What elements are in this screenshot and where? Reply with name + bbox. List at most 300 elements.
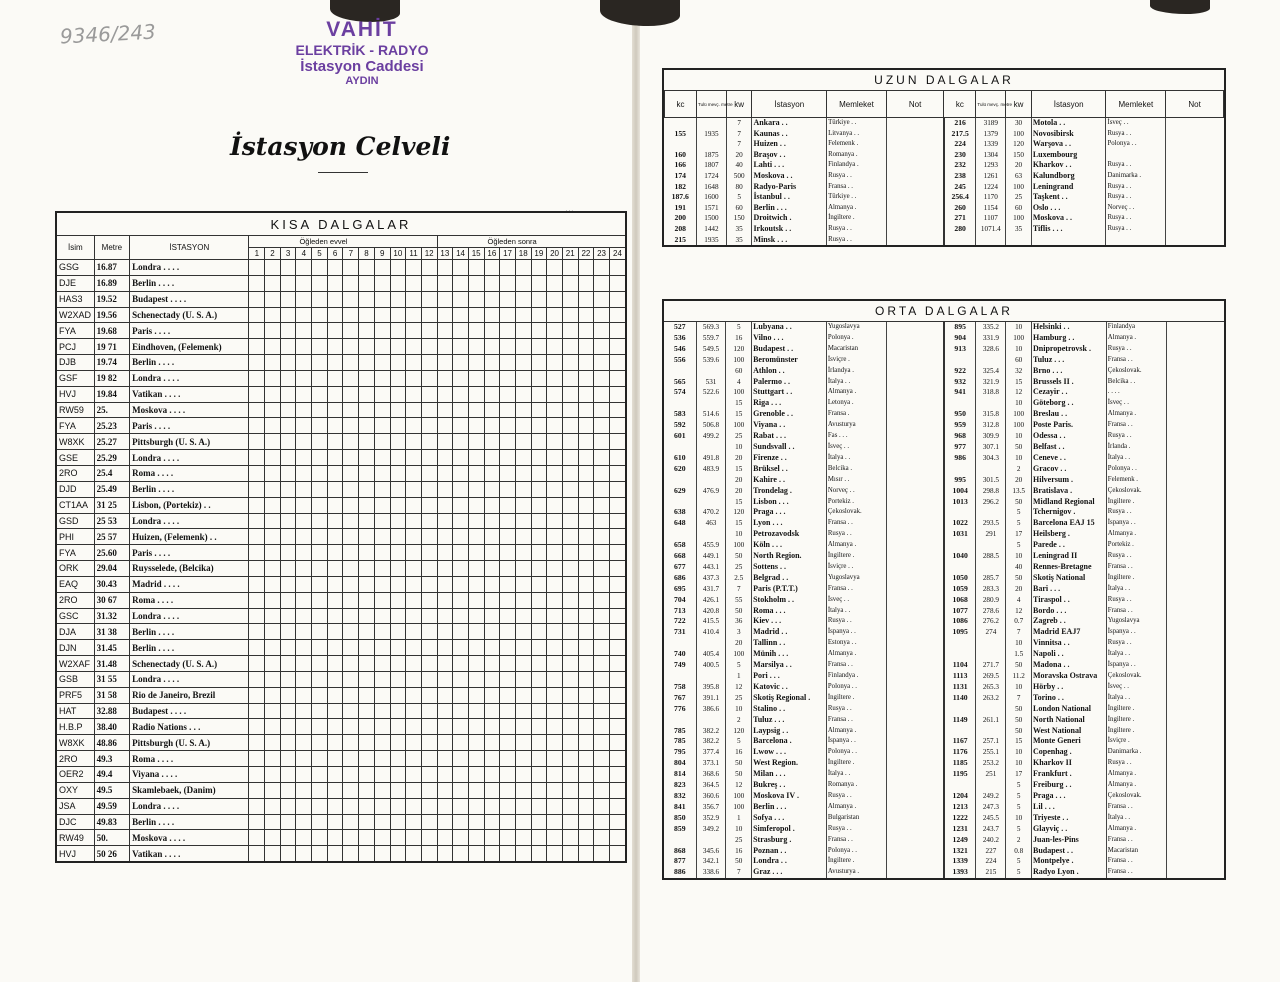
power-kw: 50	[1006, 715, 1032, 726]
schedule-cell	[390, 291, 406, 307]
country: İspanya . .	[1106, 660, 1166, 671]
country: Almanya .	[826, 540, 886, 551]
col-metre: Metre	[94, 236, 129, 260]
schedule-cell	[531, 640, 547, 656]
station-name: Helsinki . .	[1032, 322, 1107, 333]
call-sign: OER2	[56, 767, 94, 783]
table-row	[664, 704, 1224, 715]
wavelength	[976, 704, 1006, 715]
schedule-cell	[406, 608, 422, 624]
schedule-cell	[437, 671, 453, 687]
call-sign: EAQ	[56, 576, 94, 592]
schedule-cell	[515, 719, 531, 735]
call-sign: 2RO	[56, 592, 94, 608]
country: İtalya . .	[1106, 649, 1166, 660]
schedule-cell	[547, 814, 563, 830]
schedule-cell	[421, 767, 437, 783]
schedule-cell	[547, 434, 563, 450]
schedule-cell	[343, 402, 359, 418]
power-kw: 5	[1006, 824, 1032, 835]
schedule-cell	[500, 656, 516, 672]
wavelength: 539.6	[696, 355, 726, 366]
schedule-cell	[515, 481, 531, 497]
schedule-cell	[437, 513, 453, 529]
schedule-cell	[562, 529, 578, 545]
schedule-cell	[327, 751, 343, 767]
schedule-cell	[515, 798, 531, 814]
power-kw: 1	[726, 671, 752, 682]
station-name: Sundsvall . .	[752, 442, 827, 453]
country: Yugoslavya	[826, 573, 886, 584]
schedule-cell	[453, 782, 469, 798]
schedule-cell	[390, 545, 406, 561]
note-cell	[886, 562, 944, 573]
wavelength: 1379	[976, 129, 1006, 140]
schedule-cell	[578, 513, 594, 529]
wavelength: 315.8	[976, 409, 1006, 420]
schedule-cell	[390, 339, 406, 355]
hour-label: 16	[484, 248, 500, 260]
wavelength: 293.5	[976, 518, 1006, 529]
country: Rusya . .	[1106, 182, 1166, 193]
country: Danimarka .	[1106, 747, 1166, 758]
wavelength	[976, 235, 1006, 246]
frequency-kc: 182	[674, 181, 686, 191]
schedule-cell	[343, 782, 359, 798]
wavelength: 312.8	[976, 420, 1006, 431]
country: İsviçre . .	[826, 562, 886, 573]
schedule-cell	[578, 687, 594, 703]
schedule-cell	[359, 592, 375, 608]
schedule-cell	[531, 814, 547, 830]
country: Fransa . .	[826, 715, 886, 726]
wavelength: 506.8	[696, 420, 726, 431]
schedule-cell	[312, 814, 328, 830]
schedule-cell	[296, 735, 312, 751]
power-kw: 60	[726, 203, 752, 214]
power-kw: 20	[726, 475, 752, 486]
station-name: Luxembourg	[1031, 150, 1106, 161]
schedule-cell	[374, 798, 390, 814]
country: Litvanya . .	[827, 129, 887, 140]
power-kw: 5	[1006, 780, 1032, 791]
schedule-cell	[515, 561, 531, 577]
power-kw: 25	[726, 835, 752, 846]
power-kw: 63	[1006, 171, 1032, 182]
country: İrlandya .	[826, 366, 886, 377]
col-header: kw	[726, 91, 752, 118]
wavelength: 25.4	[94, 465, 129, 481]
table-row	[665, 171, 1224, 182]
table-row	[56, 830, 626, 846]
call-sign: OXY	[56, 782, 94, 798]
station-name: Schenectady (U. S. A.)	[130, 307, 249, 323]
schedule-cell	[359, 355, 375, 371]
schedule-cell	[437, 465, 453, 481]
country: Almanya .	[1106, 333, 1166, 344]
country: İtalya . .	[826, 769, 886, 780]
wavelength: 1875	[696, 150, 726, 161]
power-kw: 5	[1006, 856, 1032, 867]
station-name: Rio de Janeiro, Brezil	[130, 687, 249, 703]
wavelength: 276.2	[976, 616, 1006, 627]
schedule-cell	[500, 830, 516, 846]
table-row	[664, 802, 1224, 813]
wavelength: 443.1	[696, 562, 726, 573]
schedule-cell	[500, 513, 516, 529]
schedule-cell	[531, 576, 547, 592]
schedule-cell	[312, 798, 328, 814]
schedule-cell	[359, 418, 375, 434]
schedule-cell	[343, 260, 359, 276]
wavelength: 318.8	[976, 387, 1006, 398]
power-kw: 5	[1006, 540, 1032, 551]
table-row	[665, 160, 1224, 171]
table-row	[664, 573, 1224, 584]
note-cell	[886, 736, 944, 747]
schedule-cell	[578, 703, 594, 719]
station-name: Marsilya . .	[752, 660, 827, 671]
country: Fransa . .	[826, 518, 886, 529]
frequency-kc	[944, 507, 976, 518]
country: Fransa . .	[826, 584, 886, 595]
table-row	[664, 398, 1224, 409]
note-cell	[886, 606, 944, 617]
schedule-cell	[327, 513, 343, 529]
hour-label: 19	[531, 248, 547, 260]
power-kw: 17	[1006, 769, 1032, 780]
wavelength: 263.2	[976, 693, 1006, 704]
station-name: Belgrad . .	[752, 573, 827, 584]
schedule-cell	[265, 814, 281, 830]
schedule-cell	[437, 561, 453, 577]
call-sign: RW49	[56, 830, 94, 846]
power-kw: 25	[726, 431, 752, 442]
schedule-cell	[374, 830, 390, 846]
schedule-cell	[515, 830, 531, 846]
schedule-cell	[374, 751, 390, 767]
country: Almanya .	[1106, 824, 1166, 835]
note-cell	[1166, 704, 1224, 715]
station-name: Budapest . .	[1032, 846, 1107, 857]
wavelength: 549.5	[696, 344, 726, 355]
wavelength	[976, 398, 1006, 409]
call-sign: CT1AA	[56, 497, 94, 513]
country: İngiltere .	[826, 856, 886, 867]
schedule-cell	[562, 751, 578, 767]
table-row	[664, 562, 1224, 573]
wavelength: 16.89	[94, 275, 129, 291]
schedule-cell	[594, 402, 610, 418]
schedule-cell	[406, 830, 422, 846]
station-name: Poznan . .	[752, 846, 827, 857]
frequency-kc: 722	[674, 616, 686, 626]
schedule-cell	[280, 450, 296, 466]
schedule-cell	[327, 561, 343, 577]
schedule-cell	[547, 687, 563, 703]
country: İsviçre .	[1106, 736, 1166, 747]
power-kw: 16	[726, 333, 752, 344]
schedule-cell	[374, 735, 390, 751]
schedule-cell	[359, 687, 375, 703]
schedule-cell	[594, 481, 610, 497]
frequency-kc: 814	[674, 769, 686, 779]
schedule-cell	[547, 846, 563, 862]
power-kw: 55	[726, 595, 752, 606]
station-name: Warşova . .	[1031, 139, 1106, 150]
power-kw: 100	[726, 420, 752, 431]
power-kw: 150	[726, 213, 752, 224]
schedule-cell	[453, 703, 469, 719]
schedule-cell	[406, 719, 422, 735]
schedule-cell	[327, 703, 343, 719]
wavelength: 31.45	[94, 640, 129, 656]
station-name: Budapest . . . .	[130, 703, 249, 719]
schedule-cell	[421, 275, 437, 291]
schedule-cell	[280, 545, 296, 561]
country: Rusya . .	[826, 704, 886, 715]
schedule-cell	[500, 418, 516, 434]
schedule-cell	[484, 656, 500, 672]
country: Çekoslovak.	[1106, 366, 1166, 377]
power-kw: 10	[1006, 551, 1032, 562]
medium-wave-box	[662, 299, 1226, 880]
schedule-cell	[421, 592, 437, 608]
schedule-cell	[437, 418, 453, 434]
station-name: Tiflis . . .	[1031, 224, 1106, 235]
station-name: Kharkov . .	[1031, 160, 1106, 171]
call-sign: DJA	[56, 624, 94, 640]
note-cell	[886, 846, 944, 857]
frequency-kc: 1195	[944, 769, 976, 780]
country: Fas . . .	[826, 431, 886, 442]
country: . . . .	[1106, 387, 1166, 398]
schedule-cell	[359, 624, 375, 640]
station-name: Freiburg . .	[1032, 780, 1107, 791]
wavelength: 19.56	[94, 307, 129, 323]
schedule-cell	[437, 260, 453, 276]
country: Rusya . .	[1106, 213, 1166, 224]
station-name: Roma . . . .	[130, 751, 249, 767]
station-name: Kahire . .	[752, 475, 827, 486]
schedule-cell	[594, 465, 610, 481]
schedule-cell	[484, 307, 500, 323]
schedule-cell	[312, 370, 328, 386]
frequency-kc: 904	[944, 333, 976, 344]
schedule-cell	[562, 846, 578, 862]
schedule-cell	[484, 434, 500, 450]
frequency-kc: 200	[674, 213, 686, 223]
schedule-cell	[327, 735, 343, 751]
schedule-cell	[265, 291, 281, 307]
note-cell	[1166, 736, 1224, 747]
schedule-cell	[484, 624, 500, 640]
frequency-kc: 823	[674, 780, 686, 790]
schedule-cell	[359, 782, 375, 798]
station-name: Midland Regional	[1032, 497, 1107, 508]
schedule-cell	[562, 434, 578, 450]
schedule-cell	[500, 640, 516, 656]
schedule-cell	[531, 402, 547, 418]
power-kw: 150	[1006, 150, 1032, 161]
table-row	[56, 481, 626, 497]
table-row	[56, 339, 626, 355]
schedule-cell	[280, 719, 296, 735]
table-row	[665, 150, 1224, 161]
schedule-cell	[249, 513, 265, 529]
schedule-cell	[296, 529, 312, 545]
table-row	[665, 213, 1224, 224]
power-kw: 2	[1006, 464, 1032, 475]
station-name: Frankfurt .	[1032, 769, 1107, 780]
frequency-kc: 648	[674, 518, 686, 528]
schedule-cell	[468, 465, 484, 481]
power-kw: 13.5	[1006, 486, 1032, 497]
frequency-kc	[665, 139, 697, 150]
country: İsveç . .	[1106, 682, 1166, 693]
schedule-cell	[280, 513, 296, 529]
schedule-cell	[249, 323, 265, 339]
wavelength: 373.1	[696, 758, 726, 769]
schedule-cell	[359, 798, 375, 814]
schedule-cell	[312, 735, 328, 751]
wavelength: 301.5	[976, 475, 1006, 486]
schedule-cell	[500, 323, 516, 339]
power-kw: 0.7	[1006, 616, 1032, 627]
schedule-cell	[547, 497, 563, 513]
schedule-cell	[484, 481, 500, 497]
schedule-cell	[265, 307, 281, 323]
schedule-cell	[468, 719, 484, 735]
station-name: Parede . .	[1032, 540, 1107, 551]
note-cell	[886, 486, 944, 497]
schedule-cell	[609, 386, 626, 402]
frequency-kc: 1013	[944, 497, 976, 508]
country: Fransa . .	[1106, 835, 1166, 846]
schedule-cell	[390, 798, 406, 814]
schedule-cell	[280, 624, 296, 640]
station-name: Monte Generi	[1032, 736, 1107, 747]
schedule-cell	[359, 561, 375, 577]
wavelength: 49.83	[94, 814, 129, 830]
schedule-cell	[515, 386, 531, 402]
schedule-cell	[578, 624, 594, 640]
table-row	[664, 540, 1224, 551]
frequency-kc: 256.4	[944, 192, 976, 203]
schedule-cell	[265, 719, 281, 735]
wavelength: 420.8	[696, 606, 726, 617]
frequency-kc: 620	[674, 463, 686, 473]
schedule-cell	[374, 465, 390, 481]
schedule-cell	[327, 370, 343, 386]
call-sign: GSB	[56, 671, 94, 687]
wavelength	[976, 540, 1006, 551]
schedule-cell	[406, 291, 422, 307]
schedule-cell	[359, 719, 375, 735]
schedule-cell	[437, 497, 453, 513]
schedule-cell	[343, 355, 359, 371]
wavelength: 249.2	[976, 791, 1006, 802]
note-cell	[1166, 824, 1224, 835]
schedule-cell	[359, 513, 375, 529]
table-row	[664, 431, 1224, 442]
short-wave-title: KISA DALGALAR	[56, 212, 626, 236]
schedule-cell	[484, 735, 500, 751]
station-name: Novosibirsk	[1031, 129, 1106, 140]
schedule-cell	[359, 307, 375, 323]
schedule-cell	[343, 307, 359, 323]
country: Avusturya .	[826, 867, 886, 878]
schedule-cell	[609, 434, 626, 450]
schedule-cell	[374, 592, 390, 608]
station-name: Roma . . . .	[130, 465, 249, 481]
note-cell	[1166, 355, 1224, 366]
schedule-cell	[265, 830, 281, 846]
schedule-cell	[531, 608, 547, 624]
station-name: North National	[1032, 715, 1107, 726]
schedule-cell	[390, 386, 406, 402]
table-row	[664, 355, 1224, 366]
wavelength: 1170	[976, 192, 1006, 203]
station-name: Köln . . .	[752, 540, 827, 551]
schedule-cell	[547, 370, 563, 386]
schedule-cell	[280, 339, 296, 355]
station-name: Radyo Lyon .	[1032, 867, 1107, 878]
schedule-cell	[359, 846, 375, 862]
col-header: Memleket	[1106, 91, 1166, 118]
schedule-cell	[453, 339, 469, 355]
schedule-cell	[609, 782, 626, 798]
schedule-cell	[515, 275, 531, 291]
schedule-cell	[249, 687, 265, 703]
schedule-cell	[296, 339, 312, 355]
frequency-kc: 658	[674, 540, 686, 550]
schedule-cell	[453, 576, 469, 592]
schedule-cell	[468, 529, 484, 545]
power-kw: 11.2	[1006, 671, 1032, 682]
call-sign: W8XK	[56, 434, 94, 450]
schedule-cell	[578, 291, 594, 307]
power-kw: 0.8	[1006, 846, 1032, 857]
schedule-cell	[406, 513, 422, 529]
table-row	[56, 608, 626, 624]
station-name: Hörby . .	[1032, 682, 1107, 693]
note-cell	[886, 573, 944, 584]
country: İngiltere .	[827, 213, 887, 224]
note-cell	[1166, 366, 1224, 377]
power-kw: 7	[726, 139, 752, 150]
frequency-kc: 208	[674, 223, 686, 233]
schedule-cell	[280, 323, 296, 339]
schedule-cell	[437, 434, 453, 450]
schedule-cell	[531, 782, 547, 798]
station-name: Firenze . .	[752, 453, 827, 464]
station-name: Heilsberg .	[1032, 529, 1107, 540]
schedule-cell	[437, 291, 453, 307]
wavelength: 25 53	[94, 513, 129, 529]
country: Fransa . .	[1106, 867, 1166, 878]
wavelength: 31 58	[94, 687, 129, 703]
schedule-cell	[468, 561, 484, 577]
schedule-cell	[515, 339, 531, 355]
schedule-cell	[547, 719, 563, 735]
table-row	[664, 780, 1224, 791]
frequency-kc: 1249	[944, 835, 976, 846]
schedule-cell	[562, 545, 578, 561]
power-kw: 100	[1006, 409, 1032, 420]
frequency-kc	[944, 355, 976, 366]
table-row	[56, 687, 626, 703]
